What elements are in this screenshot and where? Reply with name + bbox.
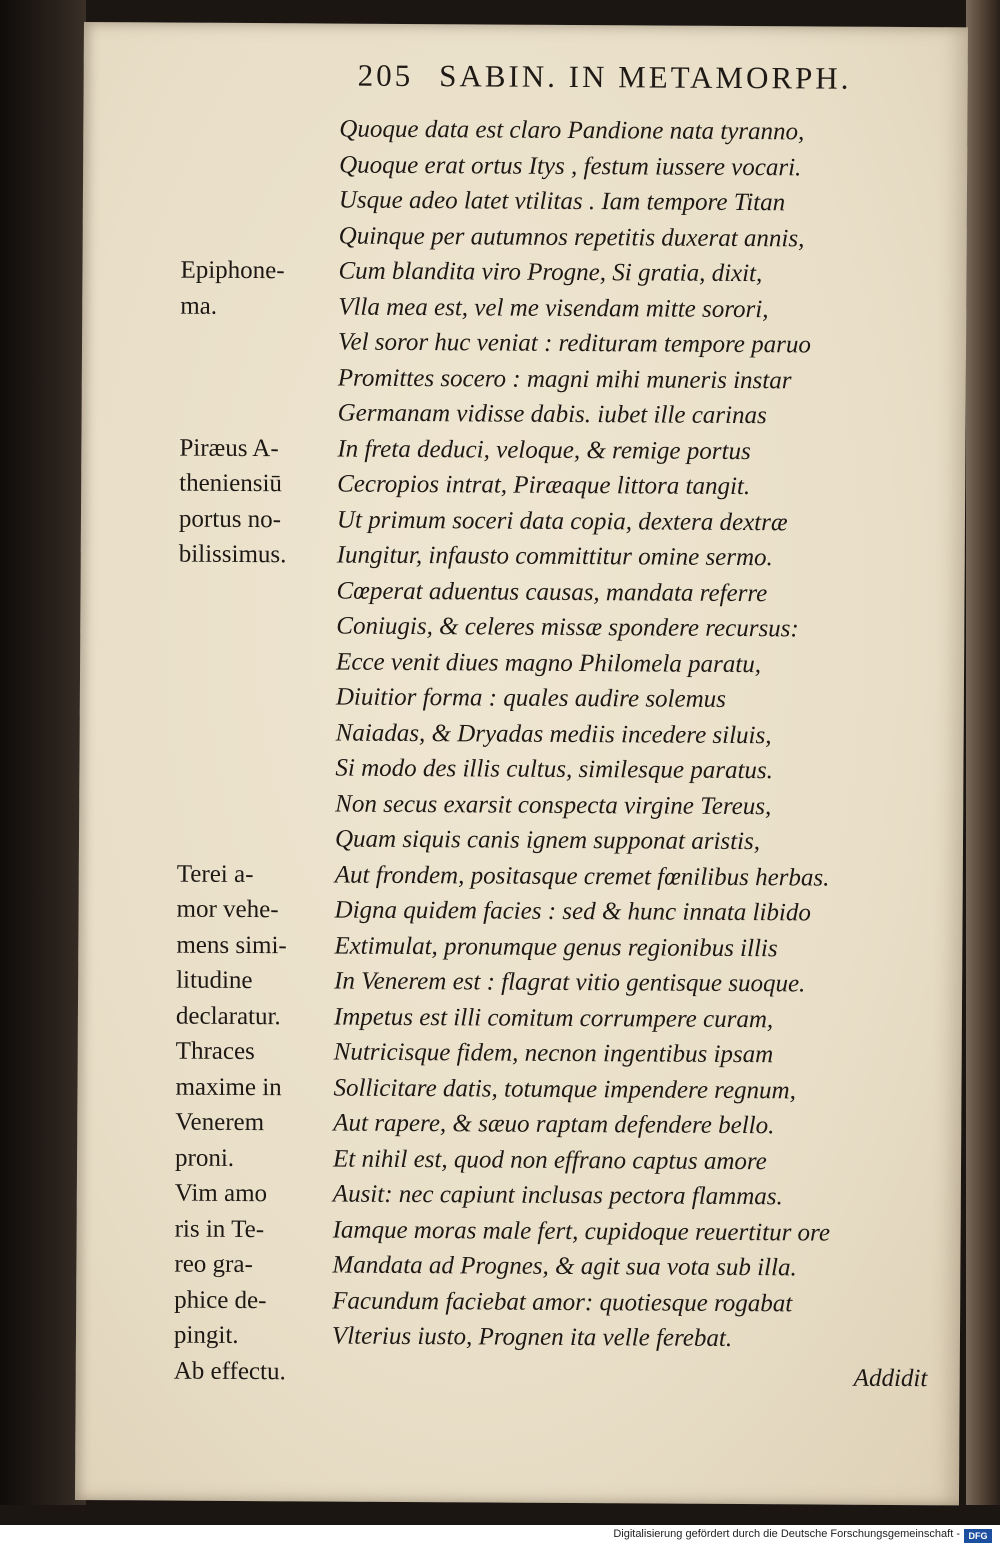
- verse-line: Vlla mea est, vel me visendam mitte sorori,: [338, 293, 769, 323]
- running-head: [358, 58, 968, 98]
- verse-line: Sollicitare datis, totumque impendere regnum,: [333, 1074, 797, 1104]
- marginal-note-line: Terei a-: [176, 860, 254, 888]
- marginal-note-line: Thraces: [175, 1037, 255, 1066]
- verse-line: Quoque erat ortus Itys , festum iussere vocari.: [339, 151, 802, 181]
- running-title: SABIN. IN METAMORPH.: [439, 58, 852, 96]
- verse-line: Impetus est illi comitum corrumpere curam,: [333, 1003, 774, 1033]
- dfg-logo: DFG: [964, 1529, 992, 1543]
- verse-text: [332, 112, 968, 1358]
- verse-line: Cecropios intrat, Piræaque littora tangit.: [337, 470, 751, 501]
- verse-line: Ausit: nec capiunt inclusas pectora flammas.: [332, 1180, 783, 1211]
- verse-line: Si modo des illis cultus, similesque paratus.: [335, 754, 774, 785]
- marginal-notes: [75, 22, 334, 1501]
- verse-line: Cum blandita viro Progne, Si gratia, dixit,: [338, 257, 763, 288]
- marginal-note-line: pingit.: [173, 1321, 239, 1349]
- marginal-note-line: ris in Te-: [174, 1215, 265, 1243]
- verse-line: Nutricisque fidem, necnon ingentibus ipsam: [333, 1038, 774, 1069]
- verse-line: Vel soror huc veniat : redituram tempore paruo: [337, 328, 811, 359]
- verse-line: Vlterius iusto, Prognen ita velle ferebat.: [331, 1322, 733, 1352]
- verse-line: Aut rapere, & sæuo raptam defendere bello.: [333, 1109, 775, 1140]
- marginal-note-line: Epiphone-: [180, 256, 285, 285]
- verse-line: Quoque data est claro Pandione nata tyranno,: [339, 115, 805, 146]
- marginal-note-line: Venerem: [175, 1108, 265, 1137]
- marginal-note-line: mens simi-: [176, 931, 287, 959]
- verse-line: Germanam vidisse dabis. iubet ille carinas: [337, 399, 767, 430]
- verse-line: Mandata ad Prognes, & agit sua vota sub illa.: [332, 1251, 797, 1282]
- verse-line: Digna quidem facies : sed & hunc innata libido: [334, 896, 811, 927]
- marginal-note-line: maxime in: [175, 1073, 282, 1101]
- verse-line: Coniugis, & celeres missæ spondere recursus:: [336, 612, 799, 643]
- verse-line: Iungitur, infausto committitur omine sermo.: [336, 541, 773, 572]
- verse-line: Facundum faciebat amor: quotiesque rogabat: [332, 1287, 793, 1317]
- verse-line: Naiadas, & Dryadas mediis incedere siluis,: [335, 719, 772, 749]
- verse-line: Aut frondem, positasque cremet fœnilibus herbas.: [334, 861, 830, 892]
- marginal-note-line: declaratur.: [175, 1002, 281, 1030]
- marginal-note-line: Ab effectu.: [173, 1357, 286, 1385]
- verse-line: In freta deduci, veloque, & remige portus: [337, 435, 751, 465]
- verse-line: Extimulat, pronumque genus regionibus illis: [334, 932, 778, 962]
- marginal-note-line: reo gra-: [174, 1250, 253, 1279]
- verse-line: Et nihil est, quod non effrano captus amore: [332, 1145, 767, 1175]
- book-page: [75, 22, 968, 1505]
- verse-line: Promittes socero : magni mihi muneris instar: [337, 364, 792, 394]
- marginal-note-line: ma.: [180, 292, 218, 320]
- verse-line: Diuitior forma : quales audire solemus: [335, 683, 727, 713]
- catchword: Addidit: [853, 1364, 928, 1393]
- verse-line: Quinque per autumnos repetitis duxerat annis,: [338, 222, 805, 252]
- verse-line: In Venerem est : flagrat vitio gentisque suoque.: [334, 967, 806, 998]
- verse-line: Iamque moras male fert, cupidoque reuertitur ore: [332, 1216, 831, 1247]
- marginal-note-line: Vim amo: [174, 1179, 268, 1208]
- marginal-note-line: Piræus A-: [179, 434, 279, 462]
- verse-line: Ecce venit diues magno Philomela paratu,: [336, 648, 762, 678]
- verse-line: Usque adeo latet vtilitas . Iam tempore Titan: [338, 186, 786, 217]
- verse-line: Ut primum soceri data copia, dextera dextræ: [336, 506, 788, 536]
- book-edge-left: [0, 0, 86, 1505]
- marginal-note-line: mor vehe-: [176, 895, 279, 924]
- verse-line: Non secus exarsit conspecta virgine Tereus,: [335, 790, 772, 820]
- marginal-note-line: litudine: [176, 966, 253, 995]
- marginal-note-line: theniensiū: [179, 469, 283, 498]
- book-edge-right: [966, 0, 1000, 1505]
- marginal-note-line: portus no-: [178, 505, 282, 533]
- digitization-footer: [0, 1525, 1000, 1547]
- marginal-note-line: phice de-: [174, 1286, 267, 1314]
- marginal-note-line: bilissimus.: [178, 540, 287, 569]
- page-number: 205: [357, 57, 414, 94]
- verse-line: Quam siquis canis ignem supponat aristis,: [334, 825, 761, 856]
- marginal-note-line: proni.: [174, 1144, 235, 1172]
- verse-line: Cœperat aduentus causas, mandata referre: [336, 577, 768, 607]
- funding-credit: Digitalisierung gefördert durch die Deutsche Forschungsgemeinschaft -: [613, 1528, 960, 1540]
